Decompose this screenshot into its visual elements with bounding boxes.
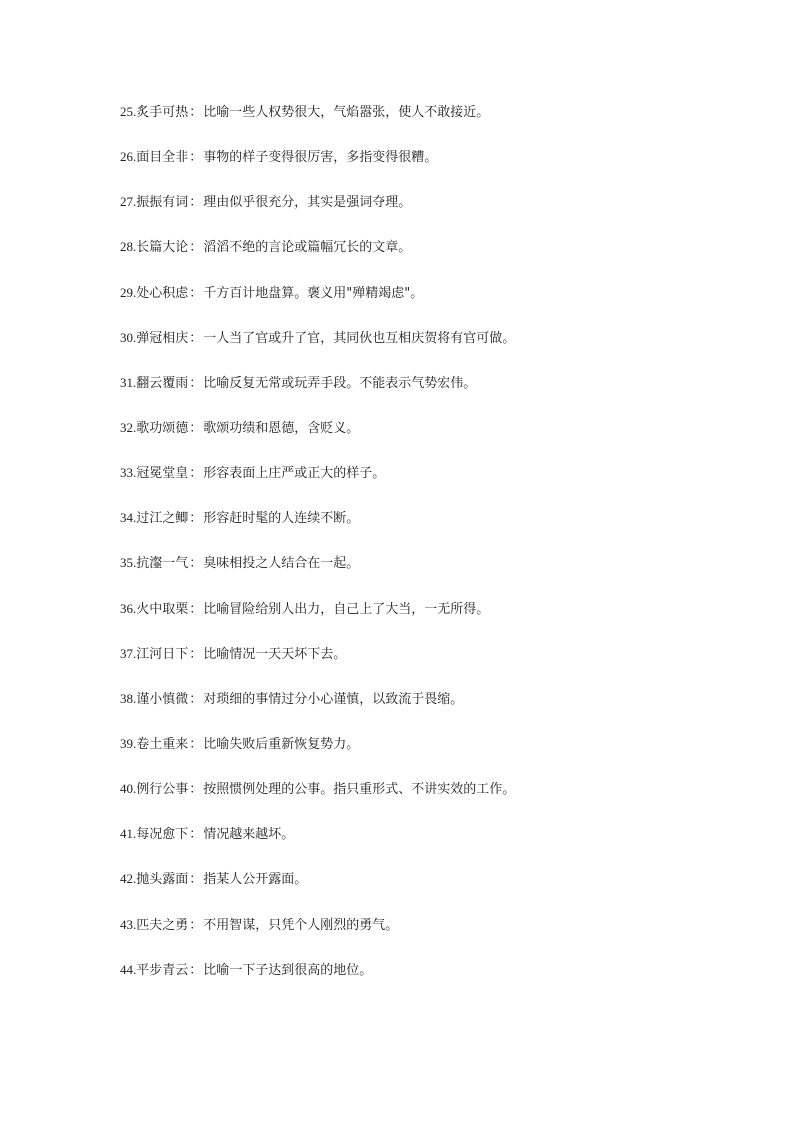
- idiom-definition: 形容赶时髦的人连续不断。: [203, 511, 360, 527]
- entry-number: 42.: [120, 871, 137, 887]
- list-item: [120, 598, 740, 643]
- list-item: [120, 191, 740, 236]
- list-item: [120, 462, 740, 507]
- idiom-term: 抗瀣一气: [136, 556, 189, 572]
- separator: ：: [189, 556, 203, 572]
- entry-number: 40.: [120, 781, 137, 797]
- idiom-definition: 比喻反复无常或玩弄手段。不能表示气势宏伟。: [203, 375, 477, 391]
- idiom-term: 匹夫之勇: [136, 917, 189, 933]
- entry-number: 37.: [120, 645, 137, 661]
- idiom-definition: 事物的样子变得很厉害，多指变得很糟。: [203, 150, 438, 166]
- list-item: [120, 507, 740, 552]
- idiom-term: 江河日下: [136, 646, 189, 662]
- list-item: [120, 914, 740, 959]
- list-item: [120, 372, 740, 417]
- separator: ：: [189, 782, 203, 798]
- idiom-definition: 千方百计地盘算。褒义用"殚精竭虑"。: [203, 285, 424, 301]
- idiom-term: 翻云覆雨: [136, 375, 189, 391]
- separator: ：: [189, 962, 203, 978]
- idiom-definition: 比喻失败后重新恢复势力。: [203, 736, 360, 752]
- separator: ：: [189, 285, 203, 301]
- entry-number: 39.: [120, 735, 137, 751]
- list-item: [120, 643, 740, 688]
- list-item: [120, 327, 740, 372]
- separator: ：: [189, 105, 203, 120]
- separator: ：: [189, 420, 203, 436]
- separator: ：: [189, 917, 203, 933]
- entry-number: 28.: [120, 239, 137, 255]
- list-item: [120, 688, 740, 733]
- entry-number: 33.: [120, 465, 137, 481]
- idiom-term: 每况愈下: [136, 827, 189, 843]
- list-item: [120, 282, 740, 327]
- idiom-term: 面目全非: [136, 150, 189, 166]
- idiom-term: 振振有词: [136, 195, 189, 211]
- entry-number: 26.: [120, 149, 137, 165]
- list-item: [120, 417, 740, 462]
- entry-number: 30.: [120, 329, 137, 345]
- idiom-term: 弹冠相庆: [136, 330, 189, 346]
- idiom-definition: 理由似乎很充分，其实是强词夺理。: [203, 195, 412, 211]
- separator: ：: [189, 691, 203, 707]
- idiom-term: 歌功颂德: [136, 420, 189, 436]
- idiom-definition: 滔滔不绝的言论或篇幅冗长的文章。: [203, 240, 412, 256]
- idiom-term: 处心积虑: [136, 285, 189, 301]
- idiom-term: 炙手可热: [136, 105, 189, 120]
- entry-number: 27.: [120, 194, 137, 210]
- entry-number: 38.: [120, 690, 137, 706]
- entry-number: 34.: [120, 510, 137, 526]
- list-item: [120, 959, 740, 1004]
- idiom-term: 平步青云: [136, 962, 189, 978]
- idiom-term: 谨小慎微: [136, 691, 189, 707]
- separator: ：: [189, 466, 203, 482]
- idiom-definition: 臭味相投之人结合在一起。: [203, 556, 360, 572]
- idiom-definition: 比喻冒险给别人出力，自己上了大当，一无所得。: [203, 601, 490, 617]
- idiom-definition: 情况越来越坏。: [203, 827, 295, 843]
- entry-number: 44.: [120, 961, 137, 977]
- entry-number: 32.: [120, 419, 137, 435]
- idiom-definition: 形容表面上庄严或正大的样子。: [203, 466, 386, 482]
- list-item: [120, 778, 740, 823]
- list-item: [120, 236, 740, 281]
- separator: ：: [189, 736, 203, 752]
- entry-number: 43.: [120, 916, 137, 932]
- separator: ：: [189, 872, 203, 888]
- separator: ：: [189, 827, 203, 843]
- separator: ：: [189, 601, 203, 617]
- idiom-definition: 对琐细的事情过分小心谨慎，以致流于畏缩。: [203, 691, 464, 707]
- entry-number: 31.: [120, 374, 137, 390]
- idiom-definition: 一人当了官或升了官，其同伙也互相庆贺将有官可做。: [203, 330, 516, 346]
- list-item: [120, 823, 740, 868]
- idiom-definition: 不用智谋，只凭个人刚烈的勇气。: [203, 917, 399, 933]
- idiom-term: 卷土重来: [136, 736, 189, 752]
- entry-number: 36.: [120, 600, 137, 616]
- idiom-definition: 比喻情况一天天坏下去。: [203, 646, 347, 662]
- list-item: [120, 101, 740, 146]
- idiom-term: 长篇大论: [136, 240, 189, 256]
- idiom-list: [120, 101, 740, 1004]
- idiom-term: 火中取栗: [136, 601, 189, 617]
- idiom-term: 冠冕堂皇: [136, 466, 189, 482]
- separator: ：: [189, 240, 203, 256]
- idiom-term: 例行公事: [136, 782, 189, 798]
- entry-number: 41.: [120, 826, 137, 842]
- separator: ：: [189, 511, 203, 527]
- idiom-definition: 指某人公开露面。: [203, 872, 308, 888]
- entry-number: 35.: [120, 555, 137, 571]
- idiom-term: 过江之鲫: [136, 511, 189, 527]
- list-item: [120, 146, 740, 191]
- separator: ：: [189, 195, 203, 211]
- entry-number: 25.: [120, 104, 137, 119]
- list-item: [120, 868, 740, 913]
- entry-number: 29.: [120, 284, 137, 300]
- idiom-definition: 比喻一下子达到很高的地位。: [203, 962, 373, 978]
- separator: ：: [189, 330, 203, 346]
- separator: ：: [189, 375, 203, 391]
- idiom-definition: 比喻一些人权势很大，气焰嚣张，使人不敢接近。: [203, 105, 490, 120]
- list-item: [120, 552, 740, 597]
- idiom-definition: 歌颂功绩和恩德，含贬义。: [203, 420, 360, 436]
- separator: ：: [189, 646, 203, 662]
- idiom-term: 抛头露面: [136, 872, 189, 888]
- idiom-definition: 按照惯例处理的公事。指只重形式、不讲实效的工作。: [203, 782, 516, 798]
- separator: ：: [189, 150, 203, 166]
- list-item: [120, 733, 740, 778]
